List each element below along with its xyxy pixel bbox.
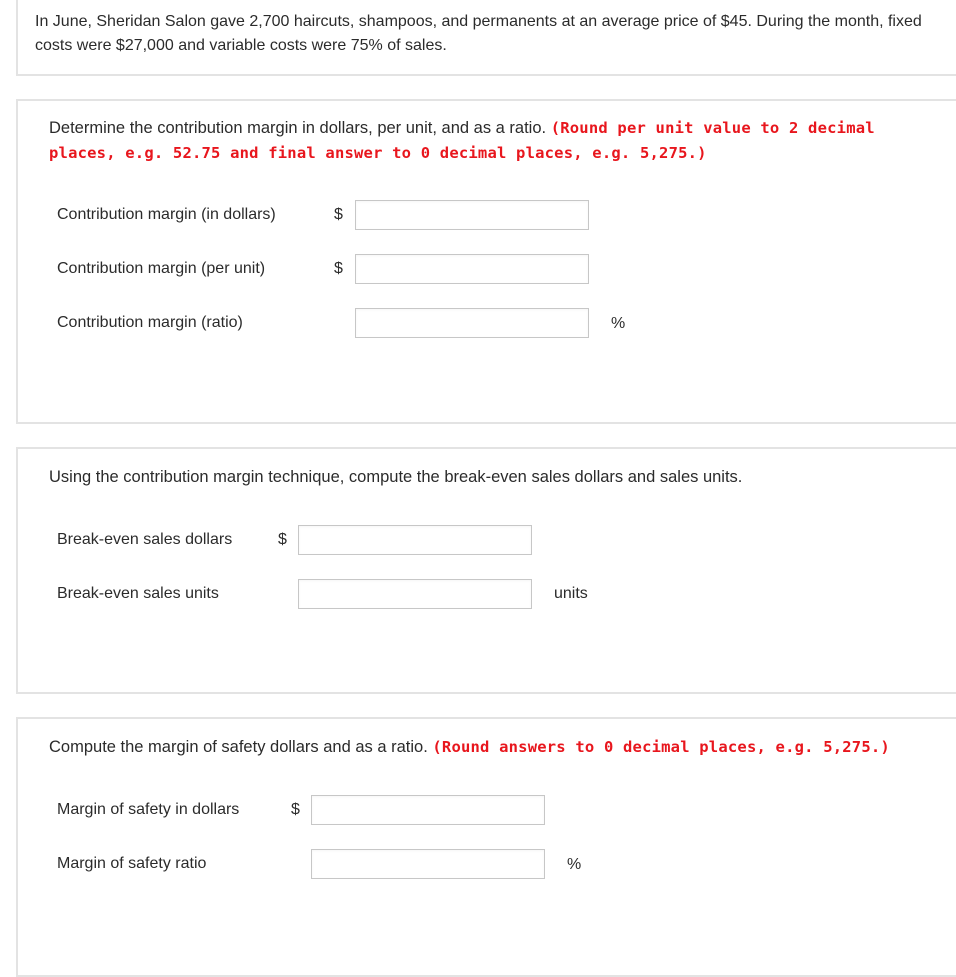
break-even-units-suffix: units [554,585,588,602]
problem-card [16,0,956,76]
cm-dollars-label: Contribution margin (in dollars) [57,206,276,223]
cm-per-unit-label: Contribution margin (per unit) [57,260,266,277]
contribution-margin-card [16,99,956,424]
safety-ratio-percent-symbol: % [567,856,582,873]
cm-ratio-percent-symbol: % [611,315,626,332]
cm-per-unit-currency-symbol: $ [334,260,343,277]
break-even-card [16,447,956,694]
safety-ratio-label: Margin of safety ratio [57,855,207,872]
break-even-units-input[interactable] [298,579,532,609]
question-text: Determine the contribution margin in dollars, per unit, and as a ratio. [49,119,547,137]
cm-ratio-input[interactable] [355,308,589,338]
break-even-units-label: Break-even sales units [57,585,219,602]
safety-dollars-label: Margin of safety in dollars [57,801,240,818]
safety-dollars-currency-symbol: $ [291,801,300,818]
rounding-hint: (Round per unit value to 2 decimal places, e.g. 52.75 and final answer to 0 decimal places, e.g. 5,275.) [49,119,875,162]
cm-per-unit-input[interactable] [355,254,589,284]
safety-dollars-input[interactable] [311,795,545,825]
problem-statement: In June, Sheridan Salon gave 2,700 haircuts, shampoos, and permanents at an average price of $45. During the month, fixed costs were $27,000 and variable costs were 75% of sales. [35,13,922,54]
margin-of-safety-question [49,735,949,760]
cm-ratio-label: Contribution margin (ratio) [57,314,243,331]
safety-ratio-input[interactable] [311,849,545,879]
contribution-margin-question [49,116,929,166]
margin-of-safety-card [16,717,956,977]
break-even-question: Using the contribution margin technique, compute the break-even sales dollars and sales units. [49,468,743,486]
break-even-dollars-input[interactable] [298,525,532,555]
break-even-dollars-currency-symbol: $ [278,531,287,548]
question-text: Compute the margin of safety dollars and as a ratio. [49,738,428,756]
rounding-hint: (Round answers to 0 decimal places, e.g. 5,275.) [432,738,890,756]
cm-dollars-currency-symbol: $ [334,206,343,223]
cm-dollars-input[interactable] [355,200,589,230]
break-even-dollars-label: Break-even sales dollars [57,531,233,548]
